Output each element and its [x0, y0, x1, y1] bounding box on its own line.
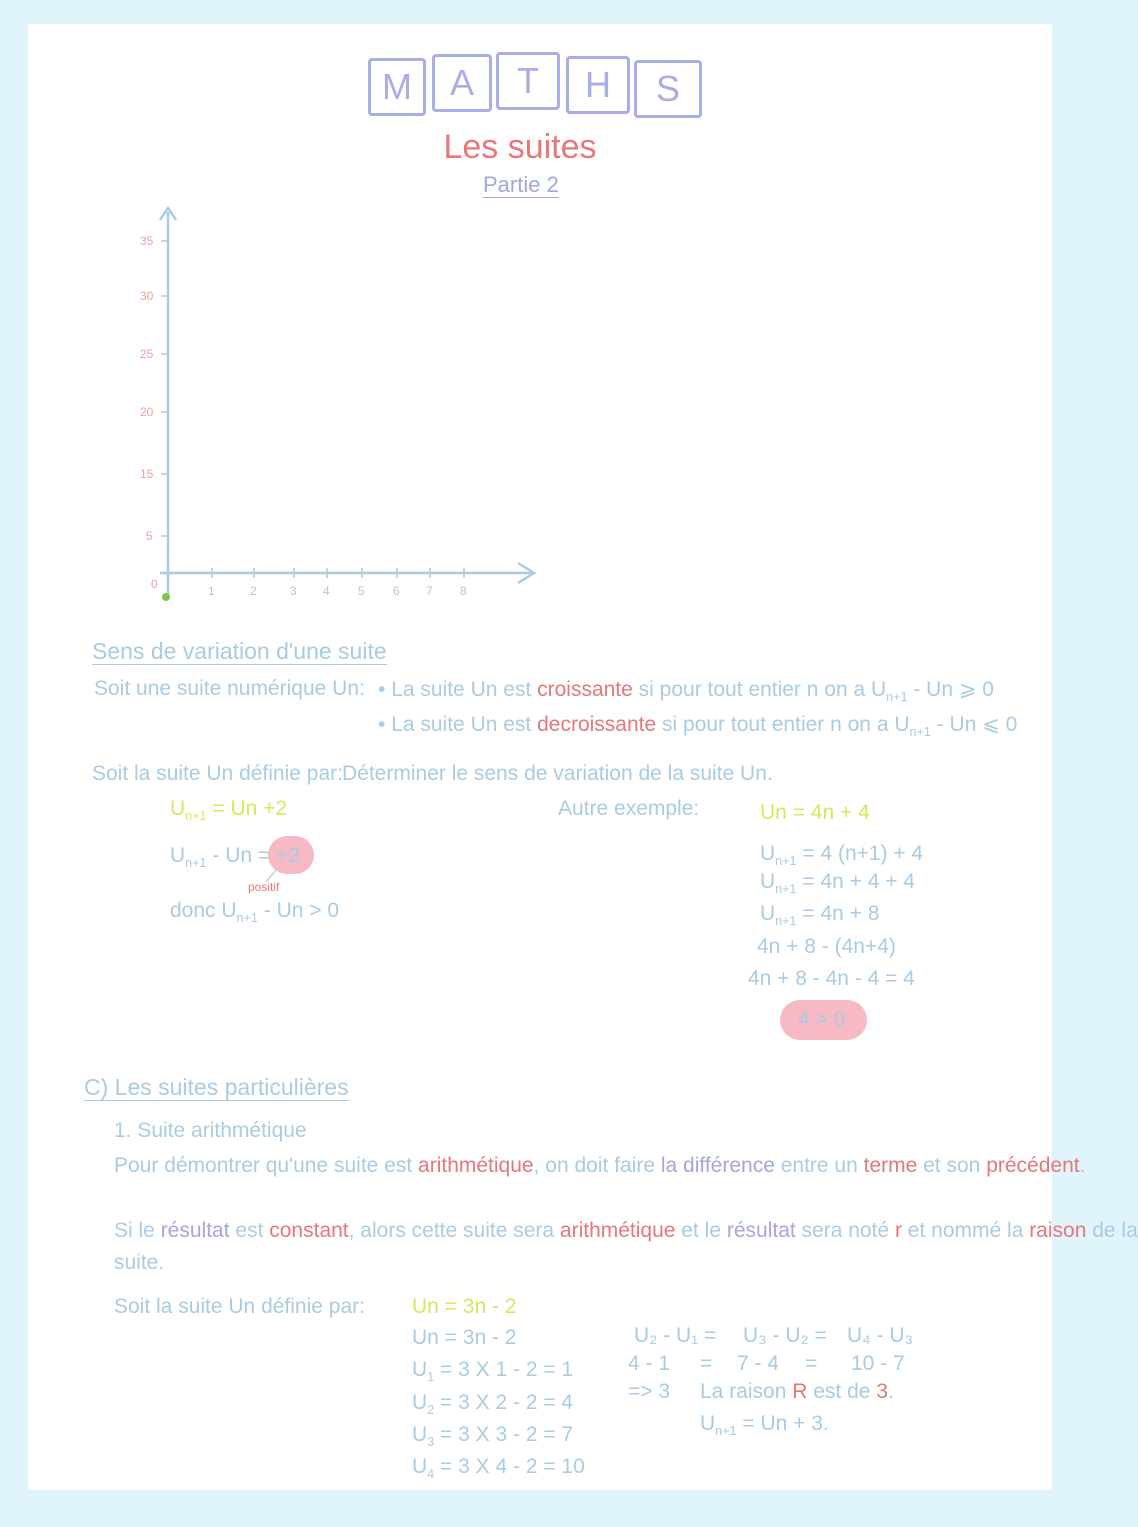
y-tick-30: 30 [140, 289, 154, 303]
diff-val-2: 7 - 4 [737, 1352, 780, 1375]
diff-eq-1: = [700, 1352, 713, 1375]
diff-eq-2: = [805, 1352, 818, 1375]
arithmetic-paragraph-1: Pour démontrer qu'une suite est arithmétique, on doit faire la différence entre un terme et son précédent. [114, 1154, 1086, 1177]
ex1-note-positif: positif [248, 880, 280, 894]
subtitle-text: Partie 2 [483, 172, 559, 197]
page-title: Les suites [443, 128, 597, 166]
x-tick-5: 5 [358, 584, 365, 598]
bullet-decroissante: • La suite Un est decroissante si pour tout entier n on a $U_{n+1}$ - Un ⩽ 0 [378, 713, 1018, 740]
variation-intro: Soit une suite numérique Un: [94, 677, 365, 700]
particular-heading-text: C) Les suites particulières [84, 1074, 349, 1100]
sequence-graph [0, 0, 1080, 640]
arith-calc-0: Un = 3n - 2 [412, 1326, 517, 1349]
x-tick-7: 7 [426, 584, 433, 598]
title-letter-a: A [432, 54, 492, 112]
diff-head-2: U₃ - U₂ = [743, 1324, 827, 1347]
y-tick-25: 25 [140, 347, 154, 361]
ex1-conclusion: donc $U_{n+1} - Un > 0$ [170, 899, 340, 926]
x-tick-4: 4 [323, 584, 330, 598]
title-letter-h: H [566, 56, 630, 114]
title-letter-t: T [496, 52, 560, 110]
y-tick-15: 15 [140, 467, 154, 481]
ex1-difference: $U_{n+1} - Un = +2$ [170, 844, 300, 871]
variation-task: Déterminer le sens de variation de la suite Un. [342, 762, 773, 785]
title-letter-s: S [634, 60, 702, 118]
variation-heading-text: Sens de variation d'une suite [92, 638, 387, 664]
diff-val-3: 10 - 7 [851, 1352, 905, 1375]
title-letter-m: M [368, 58, 426, 116]
x-tick-2: 2 [250, 584, 257, 598]
ex2-result: 4 > 0 [798, 1008, 846, 1031]
point-u0 [162, 593, 170, 601]
ex1-diff-value: +2 [276, 844, 300, 867]
ex2-step-1: $U_{n+1} = 4$ (n+1) + 4 [760, 842, 924, 869]
diff-head-3: U₄ - U₃ [847, 1324, 914, 1347]
ex2-step-2: $U_{n+1} = 4n + 4 + 4$ [760, 870, 916, 897]
ex2-step-5: 4n + 8 - 4n - 4 = 4 [748, 967, 915, 990]
arithmetic-item: 1. Suite arithmétique [114, 1119, 307, 1142]
y-tick-5: 5 [146, 529, 153, 543]
definition-label-1: Soit la suite Un définie par: [92, 762, 343, 785]
x-tick-3: 3 [290, 584, 297, 598]
arith-calc-4: $U_4 = 3$ X 4 - 2 = 10 [412, 1455, 585, 1482]
particular-heading [84, 1074, 349, 1101]
y-tick-35: 35 [140, 234, 154, 248]
bullet-dot: • [378, 713, 392, 736]
variation-heading [92, 638, 387, 665]
ex1-recurrence: $U_{n+1} = Un +2$ [170, 797, 288, 824]
x-tick-6: 6 [393, 584, 400, 598]
arithmetic-paragraph-2: Si le résultat est constant, alors cette suite sera arithmétique et le résultat sera noté r et nommé la raison de la [114, 1219, 1138, 1242]
ex2-definition: Un = 4n + 4 [760, 801, 870, 824]
origin-label: 0 [151, 577, 158, 591]
x-tick-1: 1 [208, 584, 215, 598]
arith-calc-3: $U_3 = 3$ X 3 - 2 = 7 [412, 1423, 574, 1450]
recurrence-formula: $U_{n+1} = Un + 3$. [700, 1412, 829, 1439]
diff-val-1: 4 - 1 [628, 1352, 671, 1375]
arith-calc-1: $U_1 = 3$ X 1 - 2 = 1 [412, 1358, 574, 1385]
term-croissante: croissante [537, 678, 633, 701]
x-tick-8: 8 [460, 584, 467, 598]
term-decroissante: decroissante [537, 713, 657, 736]
arrow-result: => 3 [628, 1380, 671, 1403]
ex2-step-3: $U_{n+1} = 4n + 8$ [760, 902, 880, 929]
bullet-dot: • [378, 678, 392, 701]
arithmetic-paragraph-2-end: suite. [114, 1251, 165, 1274]
raison-statement: La raison R est de 3. [700, 1380, 894, 1403]
diff-head-1: U₂ - U₁ = [634, 1324, 717, 1347]
bullet-croissante: • La suite Un est croissante si pour tout entier n on a $U_{n+1}$ - Un ⩾ 0 [378, 678, 994, 705]
arith-definition: Un = 3n - 2 [412, 1295, 517, 1318]
y-tick-20: 20 [140, 405, 154, 419]
ex2-step-4: 4n + 8 - (4n+4) [757, 935, 896, 958]
other-example-label: Autre exemple: [558, 797, 700, 820]
definition-label-2: Soit la suite Un définie par: [114, 1295, 365, 1318]
arith-calc-2: $U_2 = 3$ X 2 - 2 = 4 [412, 1391, 574, 1418]
